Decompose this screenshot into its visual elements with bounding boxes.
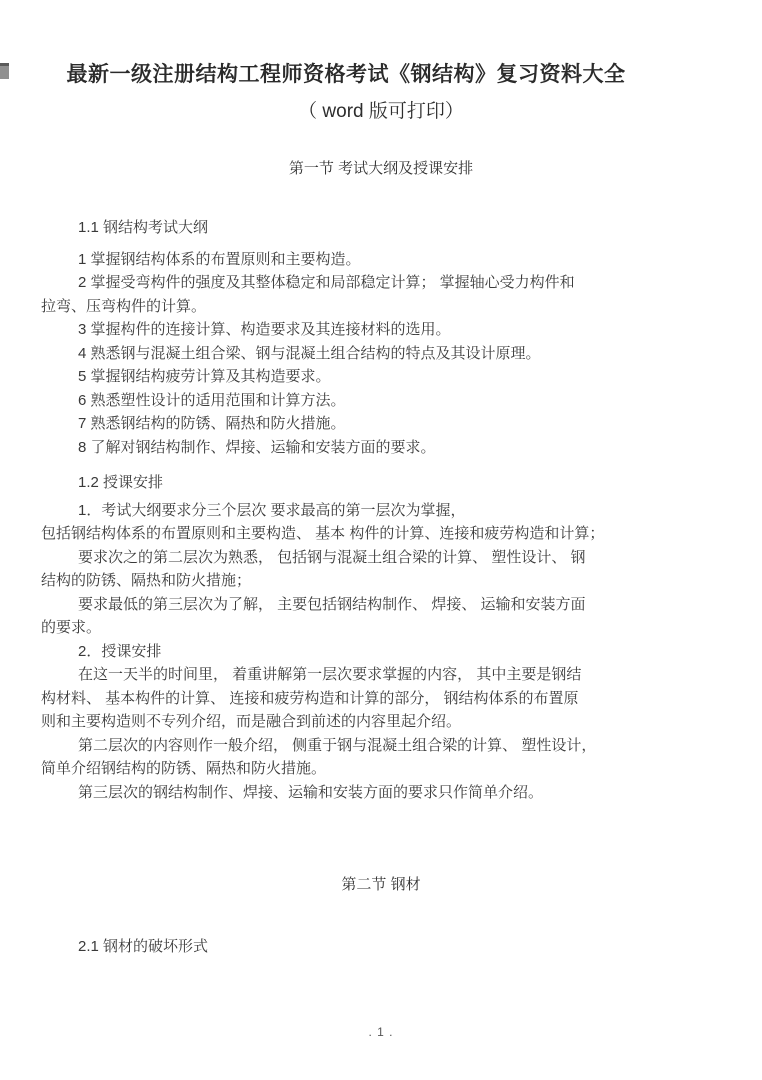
schedule-para-2-line-1: 要求次之的第二层次为熟悉， 包括钢与混凝土组合梁的计算、 塑性设计、 钢 [78, 548, 586, 566]
schedule-para-2-line-2: 结构的防锈、隔热和防火措施； [41, 572, 252, 589]
subsection-1-1-heading: 1.1 钢结构考试大纲 [78, 219, 209, 236]
schedule-para-4: 2．授课安排 [78, 642, 162, 660]
outline-item-2-line-2: 拉弯、压弯构件的计算。 [41, 297, 207, 315]
subsection-1-2-heading: 1.2 授课安排 [78, 474, 164, 491]
page-edge-artifact-icon [0, 63, 9, 79]
schedule-para-7: 第三层次的钢结构制作、焊接、运输和安装方面的要求只作简单介绍。 [78, 783, 544, 801]
document-subtitle: （ word 版可打印） [298, 101, 464, 122]
schedule-para-6-line-2: 简单介绍钢结构的防锈、隔热和防火措施。 [41, 760, 327, 777]
outline-item-5: 5 掌握钢结构疲劳计算及其构造要求。 [78, 368, 331, 385]
outline-item-2-line-1: 2 掌握受弯构件的强度及其整体稳定和局部稳定计算； 掌握轴心受力构件和 [78, 274, 575, 291]
subsection-2-1-heading: 2.1 钢材的破坏形式 [78, 938, 209, 955]
schedule-para-3-line-2: 的要求。 [41, 619, 102, 636]
outline-item-1: 1 掌握钢结构体系的布置原则和主要构造。 [78, 250, 361, 268]
schedule-para-6-line-1: 第二层次的内容则作一般介绍， 侧重于钢与混凝土组合梁的计算、 塑性设计， [78, 736, 597, 754]
schedule-para-5-line-2: 构材料、 基本构件的计算、 连接和疲劳构造和计算的部分， 钢结构体系的布置原 [41, 689, 579, 707]
outline-item-4: 4 熟悉钢与混凝土组合梁、钢与混凝土组合结构的特点及其设计原理。 [78, 344, 541, 362]
outline-item-3: 3 掌握构件的连接计算、构造要求及其连接材料的选用。 [78, 321, 451, 338]
section-1-heading: 第一节 考试大纲及授课安排 [288, 160, 474, 177]
outline-item-6: 6 熟悉塑性设计的适用范围和计算方法。 [78, 391, 346, 409]
schedule-para-1-line-1: 1．考试大纲要求分三个层次 要求最高的第一层次为掌握， [78, 501, 466, 519]
schedule-para-1-line-2: 包括钢结构体系的布置原则和主要构造、 基本 构件的计算、连接和疲劳构造和计算； [41, 525, 605, 542]
page-number: . 1 . [368, 1025, 394, 1039]
schedule-para-5-line-1: 在这一天半的时间里， 着重讲解第一层次要求掌握的内容， 其中主要是钢结 [78, 666, 582, 683]
section-2-heading: 第二节 钢材 [341, 876, 421, 893]
outline-item-7: 7 熟悉钢结构的防锈、隔热和防火措施。 [78, 415, 346, 432]
schedule-para-5-line-3: 则和主要构造则不专列介绍，而是融合到前述的内容里起介绍。 [41, 713, 462, 730]
schedule-para-3-line-1: 要求最低的第三层次为了解， 主要包括钢结构制作、 焊接、 运输和安装方面 [78, 595, 586, 613]
outline-item-8: 8 了解对钢结构制作、焊接、运输和安装方面的要求。 [78, 438, 436, 456]
document-body [41, 216, 722, 804]
document-title: 最新一级注册结构工程师资格考试《钢结构》复习资料大全 [66, 63, 626, 86]
